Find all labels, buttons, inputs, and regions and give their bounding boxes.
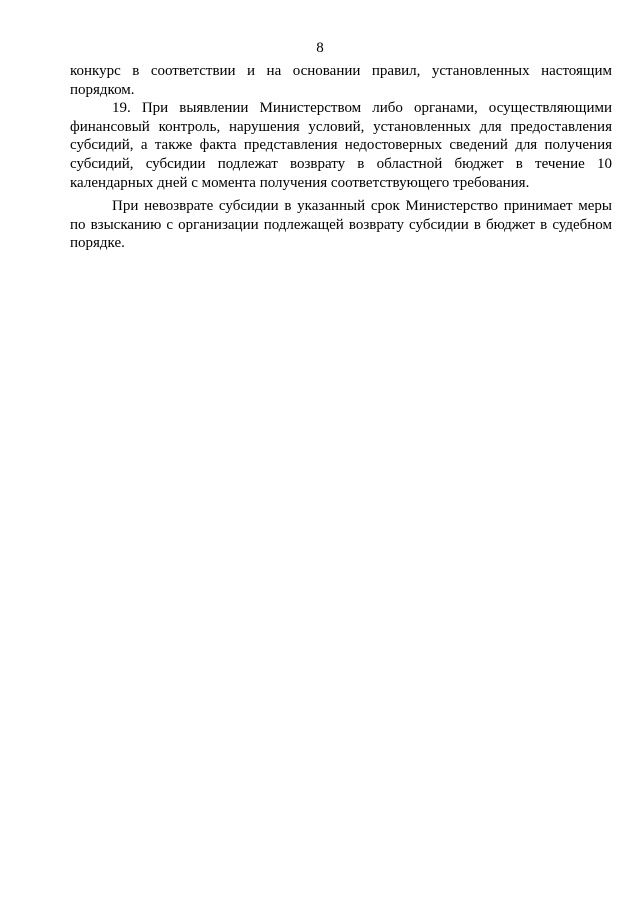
document-body (70, 62, 612, 253)
page-number: 8 (316, 40, 324, 56)
paragraph-item-19: 19. При выявлении Министерством либо органами, осуществляющими финансовый контроль, нарушения условий, установленных для предоставления субсидий, а также факта представления недостоверных сведений для получения субсидий, субсидии подлежат возврату в областной бюджет в течение 10 календарных дней с момента получения соответствующего требования. (70, 100, 612, 191)
paragraph-nonreturn: При невозврате субсидии в указанный срок Министерство принимает меры по взысканию с организации подлежащей возврату субсидии в бюджет в судебном порядке. (70, 198, 612, 252)
paragraph-continuation: конкурс в соответствии и на основании правил, установленных настоящим порядком. (70, 63, 612, 98)
